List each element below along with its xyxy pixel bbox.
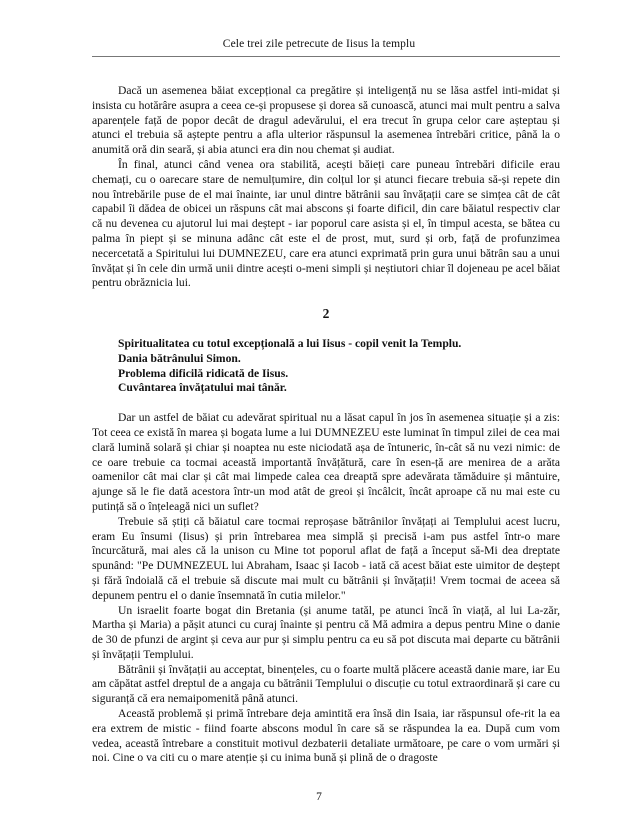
chapter-summary-line: Dania bătrânului Simon. [118,351,241,365]
chapter-summary-line: Cuvântarea învățatului mai tânăr. [118,381,287,395]
page-number: 7 [316,791,322,803]
header-divider [92,56,560,57]
paragraph: În final, atunci când venea ora stabilită, acești băieți care puneau întrebări dificile erau chemați, cu o oarecare stare de nemulțumire, din colțul lor și atunci fiecare trebuia să-și repete din nou întrebările puse de el mai înainte, iar unul dintre bătrânii sau învățații care se simțea cât de cât capabil îi dădea de obicei un răspuns cât mai abscons și foarte dificil, din care băiatul respectiv clar că nu devenea cu ajutorul lui mai deștept - iar poporul care asista și el, în timpul acesta, se bătea cu palma în piept și se minuna adânc cât este el de prost, mut, surd și orb, față de profunzimea necercetată a Spiritului lui DUMNEZEU, care era atunci exprimată prin gura unui bătrân sau a unui învățat și în cele din urmă unii dintre acești o-meni simpli și neștiutori chiar îl dojeneau pe acel băiat pentru obrăznicia lui. [92,157,560,290]
chapter-number: 2 [322,306,330,322]
paragraph: Această problemă și primă întrebare deja amintită era însă din Isaia, iar răspunsul ofe-rit la ea era extrem de mistic - fiind foarte abscons modul în care să se răspundea la ea. După cum vom vedea, această întrebare a constituit motivul dezbaterii detaliate următoare, pe care o vom urmări și noi. Cine o va citi cu o mare atenție și cu inima bună și plină de o dragoste [92,707,560,765]
paragraph: Dar un astfel de băiat cu adevărat spiritual nu a lăsat capul în jos în asemenea situație și a zis: Tot ceea ce există în marea și bogata lume a lui DUMNEZEU este luminat în timpul zilei de cea mai clară lumină solară și chiar și noaptea nu este niciodată așa de întuneric, în-cât să nu vezi nimic: de ce oare trebuie ca tocmai această importantă învățătură, care în esen-ță are menirea de a arăta oamenilor cât mai clar și cât mai limpede calea cea dreaptă spre adevărata tămăduire și mântuire, ajunge să le fie dată acestora într-un mod atât de greoi și încâlcit, încât aproape că nu mai este cu putință să o înțeleagă nici un suflet? [92,411,560,513]
chapter-summary-line: Problema dificilă ridicată de Iisus. [118,366,289,380]
body-text [92,84,560,766]
chapter-summary [118,337,560,396]
chapter-summary-line: Spiritualitatea cu totul excepțională a lui Iisus - copil venit la Templu. [118,336,462,350]
paragraph: Bătrânii și învățații au acceptat, binențeles, cu o foarte multă plăcere această danie mare, iar Eu am căpătat astfel dreptul de a angaja cu bătrânii Templului o discuție cu totul extraordinară și care cu siguranță că era nemaipomenită până atunci. [92,662,561,706]
running-header: Cele trei zile petrecute de Iisus la templu [222,38,416,50]
paragraph: Dacă un asemenea băiat excepțional ca pregătire și inteligență nu se lăsa astfel inti-midat și insista cu hotărâre asupra a ceea ce-și propusese și dorea să cunoască, atunci mai mult pentru a salva aparențele față de popor decât de dragul adevărului, el era trecut în grupa celor care așteptau și atunci el trebuia să aștepte pentru a afla ulterior răspunsul la asemenea întrebări critice, până la o anumită oră din seară, și abia atunci era din nou chemat și audiat. [92,84,560,157]
paragraph: Trebuie să știți că băiatul care tocmai reproșase bătrânilor învățați ai Templului acest lucru, eram Eu însumi (Iisus) și prin întrebarea mea simplă și precisă i-am pus astfel într-o mare încurcătură, mai ales că la unison cu Mine tot poporul aflat de față a început să-Mi dea dreptate spunând: "Pe DUMNEZEUL lui Abraham, Isaac și Iacob - iată că acest băiat este uimitor de deștept și fără îndoială că el trebuie să discute mai mult cu bătrânii și învățații! Vrem tocmai de aceea să depunem pentru el o danie însemnată în cutia milelor." [92,514,560,602]
paragraph: Un israelit foarte bogat din Bretania (și anume tatăl, pe atunci încă în viață, al lui La-zăr, Martha și Maria) a pășit atunci cu curaj înainte și pentru că Mă admira a depus pentru Mine o danie de 30 de pfunzi de argint și ceva aur pur și simplu pentru ca eu să pot discuta mai departe cu bătrânii și învățații Templului. [92,603,560,661]
